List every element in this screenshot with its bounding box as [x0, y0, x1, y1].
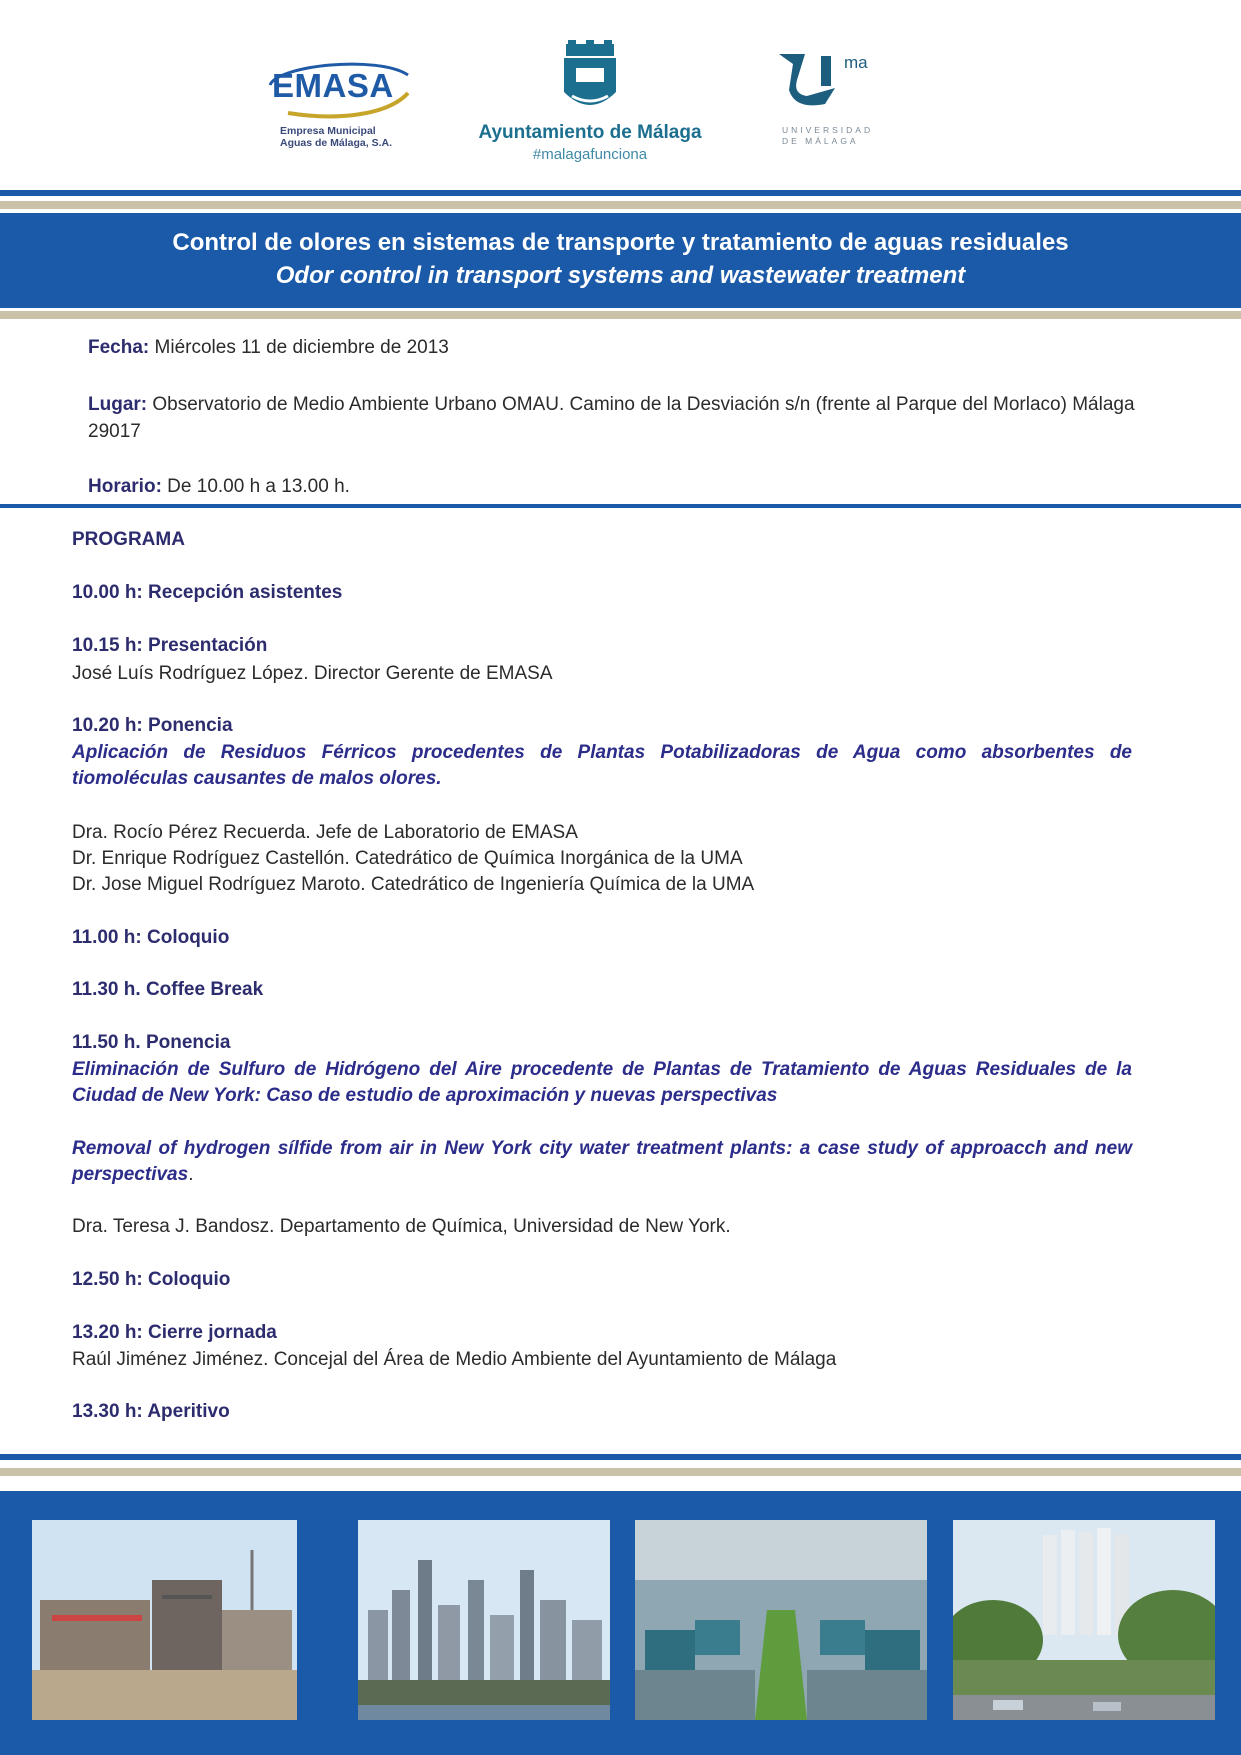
- photo-treatment-plant: [32, 1520, 297, 1720]
- title-band: [0, 213, 1241, 308]
- uma-subtitle: [782, 125, 873, 147]
- page-subtitle: Odor control in transport systems and wastewater treatment: [275, 262, 966, 289]
- talk-title-english: [72, 1136, 1132, 1188]
- program-item: 12.50 h: Coloquio: [72, 1269, 231, 1290]
- info-horario: [88, 473, 1168, 500]
- divider-stripe: [0, 311, 1241, 319]
- divider-stripe: [0, 1454, 1241, 1460]
- emasa-subtitle: [280, 125, 392, 149]
- industrial-stacks-image: [953, 1520, 1215, 1720]
- page-title: Control de olores en sistemas de transporte y tratamiento de aguas residuales: [172, 229, 1069, 256]
- lugar-value: Observatorio de Medio Ambiente Urbano OMAU. Camino de la Desviación s/n (frente al Parque del Morlaco) Málaga 29017: [88, 394, 1135, 442]
- program-speaker: Dra. Teresa J. Bandosz. Departamento de Química, Universidad de New York.: [72, 1216, 731, 1237]
- program-speaker: Dr. Jose Miguel Rodríguez Maroto. Catedrático de Ingeniería Química de la UMA: [72, 874, 755, 895]
- talk-title-english-end: .: [188, 1164, 194, 1185]
- info-lugar: [88, 391, 1168, 445]
- coat-of-arms-icon: [560, 40, 620, 118]
- program-item: 11.30 h. Coffee Break: [72, 979, 264, 1000]
- treatment-plant-image: [32, 1520, 297, 1720]
- fecha-value: Miércoles 11 de diciembre de 2013: [149, 337, 449, 358]
- lugar-label: Lugar:: [88, 394, 148, 415]
- talk-title-english-text: Removal of hydrogen sílfide from air in New York city water treatment plants: a case study of approacch and new perspectivas: [72, 1138, 1132, 1185]
- uma-logo: [770, 45, 900, 155]
- divider-stripe: [0, 504, 1241, 508]
- divider-stripe: [0, 190, 1241, 196]
- program-item: 10.20 h: Ponencia: [72, 715, 233, 736]
- program-item: 11.00 h: Coloquio: [72, 927, 230, 948]
- program-speaker: José Luís Rodríguez López. Director Gerente de EMASA: [72, 663, 553, 684]
- info-fecha: [88, 334, 1168, 361]
- programa-heading: PROGRAMA: [72, 529, 185, 550]
- program-item: 11.50 h. Ponencia: [72, 1032, 231, 1053]
- emasa-subtitle-line: Aguas de Málaga, S.A.: [280, 137, 393, 149]
- photo-industrial-stacks: [953, 1520, 1215, 1720]
- talk-title: Eliminación de Sulfuro de Hidrógeno del Aire procedente de Plantas de Tratamiento de Aguas Residuales de la Ciudad de New York: Caso de estudio de aproximación y nuevas perspectivas: [72, 1059, 1132, 1106]
- ayuntamiento-tagline: #malagafunciona: [532, 146, 648, 163]
- talk-title: Aplicación de Residuos Férricos procedentes de Plantas Potabilizadoras de Agua como absorbentes de tiomoléculas causantes de malos olores.: [72, 742, 1132, 789]
- fecha-label: Fecha:: [88, 337, 150, 358]
- photo-pump-station: [635, 1520, 927, 1720]
- program-item: 10.00 h: Recepción asistentes: [72, 582, 343, 603]
- divider-stripe: [0, 201, 1241, 209]
- pump-station-image: [635, 1520, 927, 1720]
- emasa-wordmark: EMASA: [272, 67, 394, 104]
- emasa-logo: [258, 55, 418, 155]
- logo-header: [0, 0, 1241, 190]
- horario-label: Horario:: [88, 476, 162, 497]
- photo-new-york-skyline: [358, 1520, 610, 1720]
- uma-subtitle-line: UNIVERSIDAD: [782, 125, 874, 135]
- uma-mark-icon: [775, 50, 845, 110]
- emasa-subtitle-line: Empresa Municipal: [280, 125, 376, 137]
- uma-ma-text: ma: [844, 53, 868, 72]
- program-speaker: Dra. Rocío Pérez Recuerda. Jefe de Laboratorio de EMASA: [72, 822, 578, 843]
- divider-stripe: [0, 1468, 1241, 1476]
- horario-value: De 10.00 h a 13.00 h.: [161, 476, 350, 497]
- photo-footer: [0, 1491, 1241, 1755]
- new-york-skyline-image: [358, 1520, 610, 1720]
- uma-subtitle-line: DE MÁLAGA: [782, 136, 859, 146]
- program-item: 10.15 h: Presentación: [72, 635, 268, 656]
- program-item: 13.30 h: Aperitivo: [72, 1401, 230, 1422]
- ayuntamiento-name: Ayuntamiento de Málaga: [478, 122, 702, 143]
- ayuntamiento-logo: [460, 40, 720, 170]
- program-speaker: Raúl Jiménez Jiménez. Concejal del Área de Medio Ambiente del Ayuntamiento de Málaga: [72, 1349, 837, 1370]
- program-speaker: Dr. Enrique Rodríguez Castellón. Catedrático de Química Inorgánica de la UMA: [72, 848, 743, 869]
- program-item: 13.20 h: Cierre jornada: [72, 1322, 277, 1343]
